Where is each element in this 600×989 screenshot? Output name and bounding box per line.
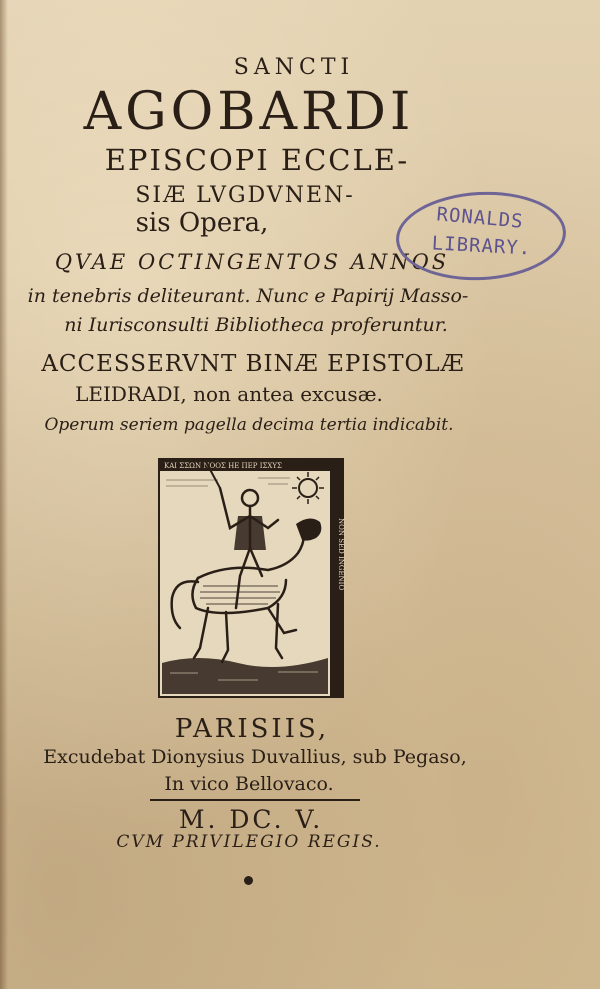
imprint-address: In vico Bellovaco. xyxy=(164,773,334,795)
imprint-city: PARISIIS, xyxy=(174,714,330,744)
subtitle-line-quae: QVAE OCTINGENTOS ANNOS xyxy=(54,250,450,274)
title-line-lugdunensis: SIÆ LVGDVNEN- xyxy=(135,183,355,208)
title-line-opera: sis Opera, xyxy=(135,208,269,238)
subtitle-line-tenebris: in tenebris deliteurant. Nunc e Papirij Masso- xyxy=(27,285,469,307)
subtitle-line-accesserunt: ACCESSERVNT BINÆ EPISTOLÆ xyxy=(41,351,465,377)
title-line-agobardi: AGOBARDI xyxy=(83,82,415,142)
imprint-divider xyxy=(150,799,360,801)
stamp-line-library: LIBRARY. xyxy=(431,232,532,260)
subtitle-line-iurisconsulti: ni Iurisconsulti Bibliotheca proferuntur. xyxy=(64,314,448,336)
imprint-privilege: CVM PRIVILEGIO REGIS. xyxy=(116,832,382,852)
subtitle-line-operum: Operum seriem pagella decima tertia indicabit. xyxy=(44,415,454,435)
stamp-line-ronalds: RONALDS xyxy=(435,203,525,233)
title-line-episcopi: EPISCOPI ECCLE- xyxy=(104,143,410,177)
fleuron-ornament-icon xyxy=(244,876,253,885)
imprint-date: M. DC. V. xyxy=(178,805,324,834)
title-line-sancti: SANCTI xyxy=(233,55,355,80)
woodcut-side-inscription: NON SED INGENIO xyxy=(337,518,345,591)
woodcut-top-inscription: ΚΑΙ ΣΣΩΝ ΝΟΟΣ ΗΕ ΠΕΡ ΙΣΧΥΣ xyxy=(164,462,282,470)
printers-device-horseman-icon xyxy=(158,458,344,698)
subtitle-line-leidradi: LEIDRADI, non antea excusæ. xyxy=(75,382,383,406)
imprint-printer: Excudebat Dionysius Duvallius, sub Pegaso, xyxy=(43,746,467,768)
